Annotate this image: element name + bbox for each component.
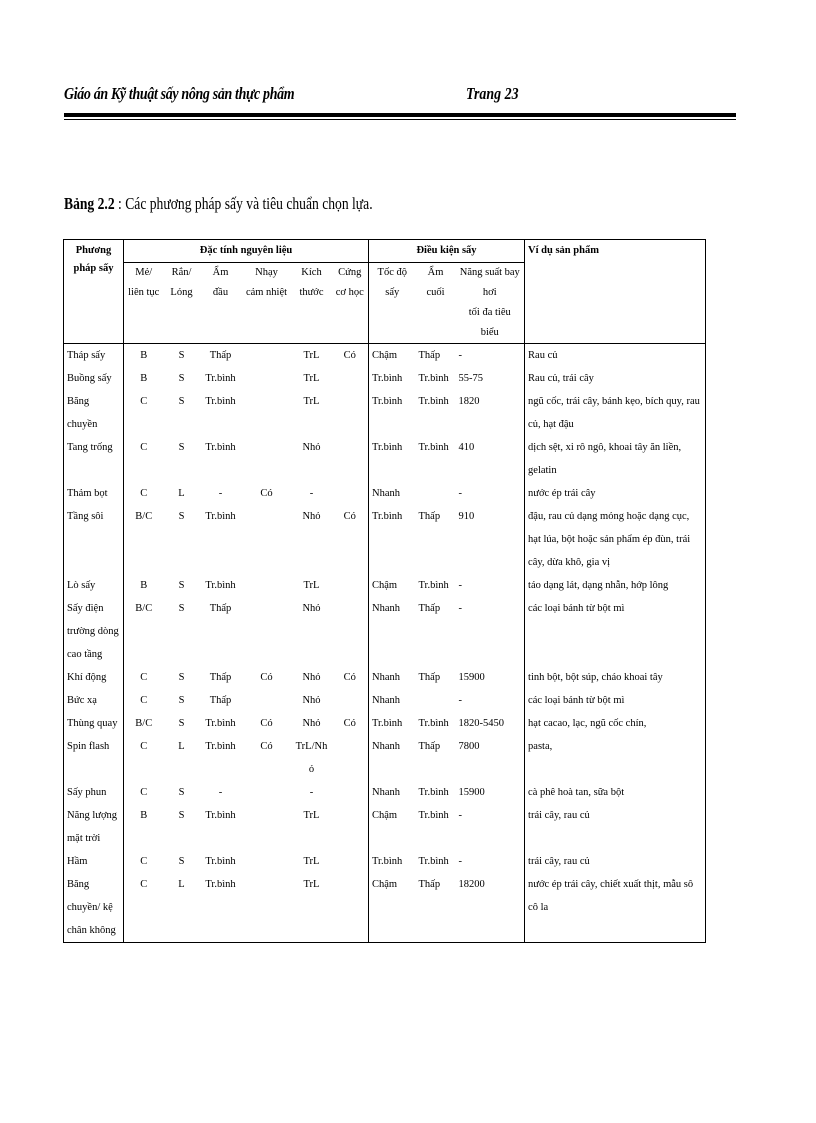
example-cell: Rau củ, trái cây: [525, 367, 706, 390]
header-method: Phương: [64, 240, 124, 263]
state-cell: S: [164, 344, 200, 368]
size-cell: Nhỏ: [302, 442, 321, 453]
capacity-cell: 55-75: [456, 367, 525, 390]
speed-cell: Nhanh: [372, 787, 401, 798]
method-cell: Tầng sôi: [64, 505, 124, 574]
moisture-cell: Tr.bình: [205, 810, 236, 821]
batch-cell: C: [140, 741, 148, 752]
moisture-cell: Tr.bình: [205, 718, 236, 729]
subheader-solid: Rắn/ Lỏng: [164, 263, 200, 344]
state-cell: S: [178, 856, 185, 867]
batch-cell: C: [140, 396, 148, 407]
heat-cell: [242, 597, 292, 666]
header-material: Đặc tính nguyên liệu: [124, 240, 369, 263]
speed-cell: Tr.bình: [372, 718, 403, 729]
batch-cell: C: [124, 873, 164, 943]
table-row: [64, 574, 706, 597]
hardness-cell: [332, 390, 369, 436]
moisture-cell: Tr.bình: [205, 442, 236, 453]
hardness-cell: [332, 689, 369, 712]
heat-cell: [242, 344, 292, 368]
hardness-cell: Có: [332, 344, 369, 368]
speed-cell: Tr.bình: [372, 442, 403, 453]
size-cell: TrL: [303, 373, 320, 384]
speed-cell: Chậm: [369, 344, 416, 368]
subheader-final-moisture: Ẩm cuối: [416, 263, 456, 344]
final-moisture-cell: Tr.bình: [418, 856, 449, 867]
batch-cell: C: [140, 442, 148, 453]
table-row: [64, 367, 706, 390]
final-moisture-cell: Thấp: [418, 603, 441, 614]
speed-cell: Tr.bình: [372, 511, 403, 522]
example-cell: các loại bánh từ bột mì: [525, 689, 706, 712]
hardness-cell: Có: [332, 505, 369, 574]
example-cell: cà phê hoà tan, sữa bột: [525, 781, 706, 804]
method-cell: Hầm: [64, 850, 124, 873]
method-cell: Buồng sấy: [64, 367, 124, 390]
document-title: Giáo án Kỹ thuật sấy nông sản thực phẩm: [64, 84, 295, 103]
final-moisture-cell: Tr.bình: [418, 810, 449, 821]
final-moisture-cell: Tr.bình: [418, 787, 449, 798]
moisture-cell: Tr.bình: [205, 856, 236, 867]
moisture-cell: Tr.bình: [205, 396, 236, 407]
batch-cell: C: [140, 695, 148, 706]
heat-cell: Có: [260, 672, 273, 683]
heat-cell: [242, 390, 292, 436]
example-cell: đậu, rau củ dạng mỏng hoặc dạng cục, hạt lúa, bột hoặc sản phẩm ép đùn, trái cây, dừa khô, gia vị: [525, 505, 706, 574]
size-cell: TrL: [303, 396, 320, 407]
state-cell: L: [164, 873, 200, 943]
example-cell: trái cây, rau củ: [525, 850, 706, 873]
size-cell: TrL: [303, 580, 320, 591]
capacity-cell: 7800: [456, 735, 525, 781]
final-moisture-cell: Thấp: [416, 873, 456, 943]
hardness-cell: [332, 850, 369, 873]
table-caption: [64, 194, 373, 214]
example-cell: nước ép trái cây: [525, 482, 706, 505]
speed-cell: Nhanh: [372, 741, 401, 752]
capacity-cell: 15900: [456, 781, 525, 804]
table-row: [64, 781, 706, 804]
hardness-cell: [332, 436, 369, 482]
moisture-cell: Thấp: [209, 603, 232, 614]
example-cell: dịch sệt, xi rô ngô, khoai tây ăn liền, gelatin: [525, 436, 706, 482]
example-cell: pasta,: [525, 735, 706, 781]
batch-cell: C: [140, 856, 148, 867]
example-cell: táo dạng lát, dạng nhẫn, hớp lông: [525, 574, 706, 597]
batch-cell: B: [140, 810, 148, 821]
table-row: [64, 850, 706, 873]
state-cell: S: [178, 672, 185, 683]
batch-cell: B: [140, 580, 148, 591]
table-row: [64, 436, 706, 482]
moisture-cell: Thấp: [200, 344, 242, 368]
capacity-cell: 1820: [456, 390, 525, 436]
state-cell: S: [178, 718, 185, 729]
heat-cell: Có: [260, 741, 273, 752]
method-cell: Thảm bọt: [64, 482, 124, 505]
table-caption-label: Bảng 2.2: [64, 194, 115, 213]
method-cell: Sấy phun: [64, 781, 124, 804]
size-cell: Nhỏ: [302, 695, 321, 706]
example-cell: trái cây, rau củ: [525, 804, 706, 850]
size-cell: TrL/Nhỏ: [295, 741, 328, 775]
capacity-cell: -: [456, 689, 525, 712]
drying-methods-table: [63, 239, 706, 943]
table-row: [64, 390, 706, 436]
header-method-line2: pháp sấy: [64, 263, 124, 344]
speed-cell: Chậm: [372, 810, 398, 821]
final-moisture-cell: Tr.bình: [418, 442, 449, 453]
batch-cell: C: [140, 672, 148, 683]
final-moisture-cell: Tr.bình: [418, 396, 449, 407]
example-cell: các loại bánh từ bột mì: [525, 597, 706, 666]
moisture-cell: -: [218, 787, 223, 798]
moisture-cell: Tr.bình: [205, 511, 236, 522]
hardness-cell: [332, 781, 369, 804]
hardness-cell: [332, 574, 369, 597]
speed-cell: Tr.bình: [372, 373, 403, 384]
capacity-cell: 1820-5450: [456, 712, 525, 735]
header-rule-thick: [64, 113, 736, 117]
size-cell: Nhỏ: [302, 672, 321, 683]
capacity-cell: -: [456, 574, 525, 597]
state-cell: S: [178, 787, 185, 798]
heat-cell: [242, 505, 292, 574]
hardness-cell: Có: [332, 666, 369, 689]
heat-cell: [242, 367, 292, 390]
speed-cell: Nhanh: [372, 695, 401, 706]
hardness-cell: [332, 367, 369, 390]
final-moisture-cell: Tr.bình: [418, 373, 449, 384]
capacity-cell: 18200: [456, 873, 525, 943]
heat-cell: Có: [260, 488, 273, 499]
heat-cell: [242, 781, 292, 804]
table-row: [64, 482, 706, 505]
state-cell: S: [178, 442, 185, 453]
heat-cell: [242, 850, 292, 873]
heat-cell: Có: [260, 718, 273, 729]
method-cell: Tháp sấy: [64, 344, 124, 368]
capacity-cell: -: [456, 804, 525, 850]
hardness-cell: Có: [332, 712, 369, 735]
method-cell: Tang trống: [64, 436, 124, 482]
speed-cell: Chậm: [372, 580, 398, 591]
size-cell: -: [309, 787, 314, 798]
method-cell: Lò sấy: [64, 574, 124, 597]
table-row: [64, 597, 706, 666]
method-cell: Khí động: [64, 666, 124, 689]
state-cell: S: [178, 580, 185, 591]
subheader-hardness: Cứng cơ học: [332, 263, 369, 344]
moisture-cell: Tr.bình: [200, 873, 242, 943]
table-row: [64, 344, 706, 368]
method-cell: Năng lượng mặt trời: [64, 804, 124, 850]
subheader-capacity: Năng suất bay hơi tối đa tiêu biểu: [456, 263, 525, 344]
state-cell: S: [178, 396, 185, 407]
state-cell: L: [178, 741, 185, 752]
table-row: [64, 873, 706, 943]
final-moisture-cell: Thấp: [416, 344, 456, 368]
state-cell: S: [178, 373, 185, 384]
size-cell: TrL: [303, 810, 320, 821]
table-row: [64, 735, 706, 781]
final-moisture-cell: Thấp: [418, 741, 441, 752]
capacity-cell: 410: [456, 436, 525, 482]
example-cell: ngũ cốc, trái cây, bánh kẹo, bích quy, rau củ, hạt đậu: [525, 390, 706, 436]
example-cell: hạt cacao, lạc, ngũ cốc chín,: [525, 712, 706, 735]
example-cell: Rau củ: [525, 344, 706, 368]
size-cell: TrL: [303, 856, 320, 867]
table-row: [64, 712, 706, 735]
moisture-cell: Tr.bình: [205, 741, 236, 752]
capacity-cell: 910: [456, 505, 525, 574]
final-moisture-cell: Thấp: [418, 672, 441, 683]
speed-cell: Nhanh: [372, 603, 401, 614]
method-cell: Băng chuyền/ kệ chân không: [64, 873, 124, 943]
moisture-cell: -: [218, 488, 223, 499]
heat-cell: [242, 436, 292, 482]
batch-cell: C: [140, 488, 148, 499]
moisture-cell: Thấp: [209, 695, 232, 706]
hardness-cell: [332, 597, 369, 666]
heat-cell: [242, 689, 292, 712]
speed-cell: Tr.bình: [372, 396, 403, 407]
size-cell: Nhỏ: [302, 603, 321, 614]
header-rule-thin: [64, 119, 736, 120]
header-conditions: Điều kiện sấy: [369, 240, 525, 263]
size-cell: Nhỏ: [302, 511, 321, 522]
subheader-speed: Tốc độ sấy: [369, 263, 416, 344]
method-cell: Bức xạ: [64, 689, 124, 712]
speed-cell: Nhanh: [372, 488, 401, 499]
state-cell: S: [178, 810, 185, 821]
table-caption-text: : Các phương pháp sấy và tiêu chuẩn chọn lựa.: [114, 194, 373, 213]
batch-cell: B/C: [135, 718, 153, 729]
state-cell: S: [178, 511, 185, 522]
final-moisture-cell: Tr.bình: [418, 580, 449, 591]
batch-cell: B/C: [135, 603, 153, 614]
size-cell: -: [309, 488, 314, 499]
hardness-cell: [332, 804, 369, 850]
table-row: [64, 804, 706, 850]
speed-cell: Chậm: [369, 873, 416, 943]
capacity-cell: -: [456, 482, 525, 505]
batch-cell: B/C: [135, 511, 153, 522]
method-cell: Spin flash: [64, 735, 124, 781]
final-moisture-cell: Thấp: [418, 511, 441, 522]
state-cell: L: [178, 488, 185, 499]
final-moisture-cell: [416, 689, 456, 712]
subheader-batch: Mẻ/ liên tục: [124, 263, 164, 344]
state-cell: S: [178, 603, 185, 614]
capacity-cell: -: [456, 597, 525, 666]
state-cell: S: [178, 695, 185, 706]
table-row: [64, 689, 706, 712]
header-examples: Ví dụ sản phẩm: [525, 240, 706, 263]
subheader-heat: Nhạy cảm nhiệt: [242, 263, 292, 344]
table-row: [64, 505, 706, 574]
capacity-cell: -: [456, 850, 525, 873]
hardness-cell: [332, 873, 369, 943]
capacity-cell: -: [456, 344, 525, 368]
subheader-size: Kích thước: [292, 263, 332, 344]
final-moisture-cell: [416, 482, 456, 505]
size-cell: TrL: [292, 344, 332, 368]
hardness-cell: [332, 735, 369, 781]
page-header: [64, 84, 736, 110]
speed-cell: Nhanh: [372, 672, 401, 683]
heat-cell: [242, 574, 292, 597]
batch-cell: C: [140, 787, 148, 798]
batch-cell: B: [140, 373, 148, 384]
subheader-examples-empty: [525, 263, 706, 344]
example-cell: tinh bột, bột súp, cháo khoai tây: [525, 666, 706, 689]
size-cell: Nhỏ: [302, 718, 321, 729]
batch-cell: B: [124, 344, 164, 368]
speed-cell: Tr.bình: [372, 856, 403, 867]
capacity-cell: 15900: [456, 666, 525, 689]
heat-cell: [242, 873, 292, 943]
method-cell: Băng chuyền: [64, 390, 124, 436]
page-number: Trang 23: [466, 84, 519, 103]
moisture-cell: Thấp: [209, 672, 232, 683]
hardness-cell: [332, 482, 369, 505]
moisture-cell: Tr.bình: [205, 580, 236, 591]
size-cell: TrL: [292, 873, 332, 943]
subheader-moisture: Ẩm đầu: [200, 263, 242, 344]
heat-cell: [242, 804, 292, 850]
moisture-cell: Tr.bình: [205, 373, 236, 384]
final-moisture-cell: Tr.bình: [418, 718, 449, 729]
method-cell: Thùng quay: [64, 712, 124, 735]
table-row: [64, 666, 706, 689]
method-cell: Sấy điện trường dòng cao tầng: [64, 597, 124, 666]
example-cell: nước ép trái cây, chiết xuất thịt, mẫu sô cô la: [525, 873, 706, 943]
